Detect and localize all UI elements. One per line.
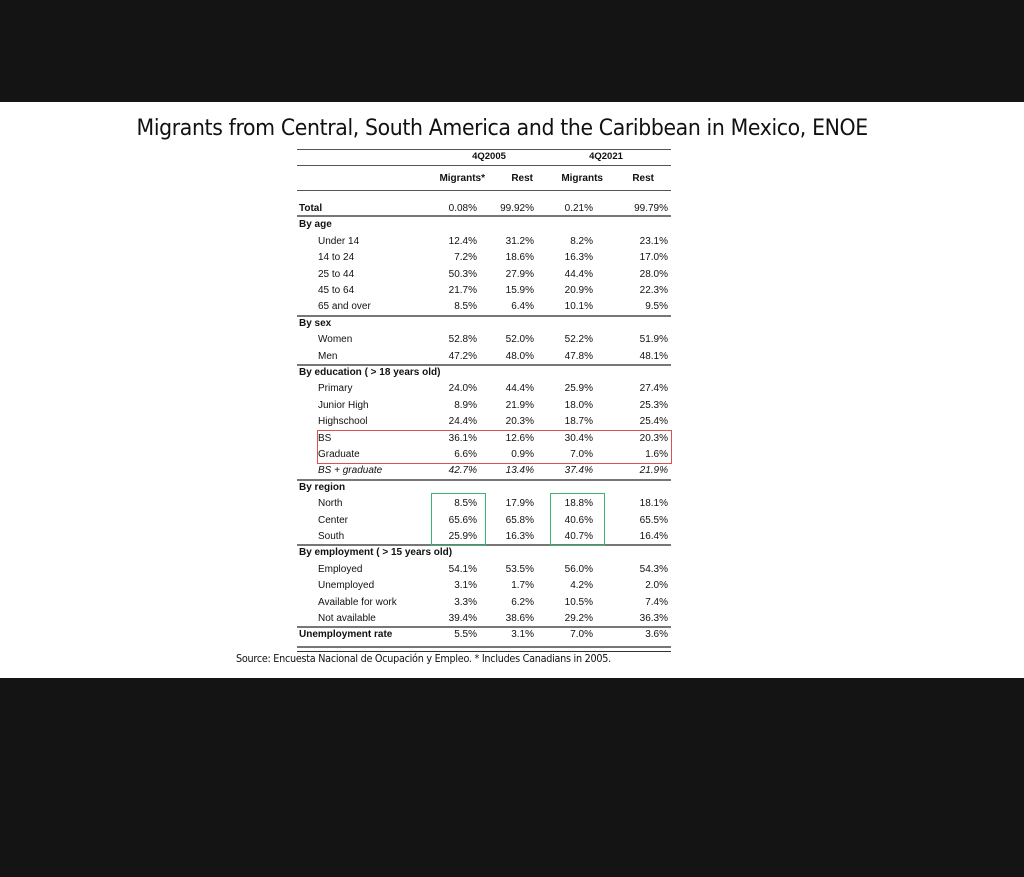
cell-value: 40.6%: [564, 514, 593, 526]
slide: [0, 102, 1024, 678]
cell-value: 28.0%: [639, 268, 668, 280]
cell-value: 8.2%: [570, 235, 593, 247]
cell-value: 47.2%: [448, 350, 477, 362]
cell-value: 22.3%: [639, 285, 668, 296]
cell-value: 7.0%: [570, 629, 593, 641]
table-row: [297, 267, 671, 283]
row-label: Graduate: [318, 449, 360, 460]
row-label: South: [318, 531, 345, 542]
cell-value: 18.7%: [564, 416, 593, 428]
highlight-box-education: [317, 430, 672, 464]
cell-value: 54.1%: [448, 563, 477, 575]
header-rule: [297, 190, 671, 191]
row-label: Men: [318, 350, 338, 362]
table-row: [297, 463, 671, 479]
cell-value: 99.92%: [500, 203, 534, 214]
row-label: 45 to 64: [318, 285, 355, 296]
column-header-row: [297, 171, 671, 187]
table-row: [297, 381, 671, 397]
cell-value: 2.0%: [645, 580, 668, 592]
cell-value: 12.4%: [448, 235, 477, 247]
cell-value: 3.1%: [454, 580, 477, 592]
cell-value: 16.3%: [505, 531, 534, 542]
cell-value: 99.79%: [634, 203, 668, 214]
cell-value: 65.5%: [639, 514, 668, 526]
cell-value: 3.1%: [511, 629, 534, 641]
column-header: Rest: [632, 173, 654, 184]
cell-value: 1.7%: [511, 580, 534, 592]
section-heading: [297, 316, 671, 332]
cell-value: 18.8%: [564, 498, 593, 510]
cell-value: 25.3%: [639, 399, 668, 411]
cell-value: 20.3%: [505, 416, 534, 428]
cell-value: 0.9%: [511, 449, 534, 460]
cell-value: 5.5%: [454, 629, 477, 641]
cell-value: 18.6%: [505, 252, 534, 264]
cell-value: 52.0%: [505, 334, 534, 346]
table-row: [297, 349, 671, 365]
cell-value: 37.4%: [564, 465, 593, 477]
cell-value: 13.4%: [505, 465, 534, 477]
unemployment-rate-row: [297, 627, 671, 643]
row-label: Junior High: [318, 399, 369, 411]
cell-value: 7.0%: [570, 449, 593, 460]
row-label: Under 14: [318, 235, 360, 247]
period-header: 4Q2021: [589, 151, 623, 162]
cell-value: 27.9%: [505, 268, 534, 280]
highlight-box-region-migrants: [550, 493, 605, 546]
table-row: [297, 283, 671, 299]
row-label: Women: [318, 334, 353, 346]
section-heading-label: By region: [299, 481, 346, 493]
cell-value: 21.9%: [505, 399, 534, 411]
cell-value: 25.9%: [564, 383, 593, 395]
cell-value: 8.9%: [454, 399, 477, 411]
row-label: 14 to 24: [318, 252, 355, 264]
cell-value: 20.9%: [564, 285, 593, 296]
cell-value: 3.3%: [454, 596, 477, 608]
cell-value: 31.2%: [505, 235, 534, 247]
table-row: [297, 332, 671, 348]
row-label: Total: [299, 203, 323, 214]
cell-value: 36.1%: [448, 432, 477, 444]
section-heading-label: By employment ( > 15 years old): [299, 547, 453, 559]
row-label: Unemployment rate: [299, 629, 393, 641]
cell-value: 0.08%: [448, 203, 477, 214]
row-label: Available for work: [318, 596, 397, 608]
table-row: [297, 414, 671, 430]
row-label: 65 and over: [318, 301, 371, 313]
source-rule: [297, 651, 671, 652]
cell-value: 56.0%: [564, 563, 593, 575]
cell-value: 1.6%: [645, 449, 668, 460]
cell-value: 4.2%: [570, 580, 593, 592]
table-row: [297, 234, 671, 250]
cell-value: 21.9%: [639, 465, 668, 477]
cell-value: 16.3%: [564, 252, 593, 264]
table-row: [297, 250, 671, 266]
cell-value: 23.1%: [639, 235, 668, 247]
cell-value: 47.8%: [564, 350, 593, 362]
cell-value: 24.4%: [448, 416, 477, 428]
column-header: Rest: [511, 173, 533, 184]
cell-value: 17.0%: [639, 252, 668, 264]
cell-value: 6.2%: [511, 596, 534, 608]
cell-value: 6.6%: [454, 449, 477, 460]
cell-value: 29.2%: [564, 613, 593, 624]
cell-value: 65.6%: [448, 514, 477, 526]
cell-value: 18.0%: [564, 399, 593, 411]
cell-value: 20.3%: [639, 432, 668, 444]
row-label: Unemployed: [318, 580, 375, 592]
row-label: Employed: [318, 563, 363, 575]
row-label: Center: [318, 514, 349, 526]
table-row: [297, 595, 671, 611]
cell-value: 16.4%: [639, 531, 668, 542]
cell-value: 48.0%: [505, 350, 534, 362]
table-row: [297, 562, 671, 578]
table-row: [297, 611, 671, 627]
table-row: [297, 299, 671, 315]
cell-value: 65.8%: [505, 514, 534, 526]
cell-value: 30.4%: [564, 432, 593, 444]
cell-value: 48.1%: [639, 350, 668, 362]
cell-value: 0.21%: [564, 203, 593, 214]
cell-value: 21.7%: [448, 285, 477, 296]
row-label: Highschool: [318, 416, 368, 428]
cell-value: 39.4%: [448, 613, 477, 624]
row-rule: [297, 646, 671, 648]
row-label: BS: [318, 432, 332, 444]
row-label: North: [318, 498, 343, 510]
cell-value: 8.5%: [454, 301, 477, 313]
cell-value: 12.6%: [505, 432, 534, 444]
cell-value: 6.4%: [511, 301, 534, 313]
row-label: BS + graduate: [318, 465, 383, 477]
cell-value: 17.9%: [505, 498, 534, 510]
cell-value: 15.9%: [505, 285, 534, 296]
period-header-row: [297, 149, 671, 165]
cell-value: 53.5%: [505, 563, 534, 575]
section-heading: [297, 365, 671, 381]
slide-title: Migrants from Central, South America and the Caribbean in Mexico, ENOE: [136, 116, 868, 141]
cell-value: 3.6%: [645, 629, 668, 641]
cell-value: 8.5%: [454, 498, 477, 510]
cell-value: 38.6%: [505, 613, 534, 624]
cell-value: 10.1%: [564, 301, 593, 313]
cell-value: 50.3%: [448, 268, 477, 280]
period-rule: [297, 165, 671, 166]
cell-value: 18.1%: [639, 498, 668, 510]
row-label: Primary: [318, 383, 353, 395]
section-heading-label: By sex: [299, 317, 332, 329]
cell-value: 52.2%: [564, 334, 593, 346]
column-header: Migrants*: [439, 173, 485, 184]
row-label: 25 to 44: [318, 268, 355, 280]
cell-value: 40.7%: [564, 531, 593, 542]
column-header: Migrants: [561, 173, 603, 184]
section-heading: [297, 217, 671, 233]
cell-value: 25.4%: [639, 416, 668, 428]
cell-value: 36.3%: [639, 613, 668, 624]
period-header: 4Q2005: [472, 151, 506, 162]
cell-value: 42.7%: [448, 465, 477, 477]
table-row: [297, 578, 671, 594]
cell-value: 24.0%: [448, 383, 477, 395]
cell-value: 7.2%: [454, 252, 477, 264]
section-heading-label: By education ( > 18 years old): [299, 367, 441, 378]
highlight-box-region-migrants: [431, 493, 486, 546]
source-note: Source: Encuesta Nacional de Ocupación y Empleo. * Includes Canadians in 2005.: [236, 653, 611, 665]
table-row: [297, 398, 671, 414]
cell-value: 44.4%: [505, 383, 534, 395]
row-label: Not available: [318, 613, 376, 624]
cell-value: 51.9%: [639, 334, 668, 346]
cell-value: 25.9%: [448, 531, 477, 542]
section-heading-label: By age: [299, 219, 332, 231]
cell-value: 44.4%: [564, 268, 593, 280]
section-heading: [297, 545, 671, 561]
cell-value: 52.8%: [448, 334, 477, 346]
cell-value: 7.4%: [645, 596, 668, 608]
cell-value: 54.3%: [639, 563, 668, 575]
cell-value: 9.5%: [645, 301, 668, 313]
cell-value: 10.5%: [564, 596, 593, 608]
cell-value: 27.4%: [639, 383, 668, 395]
